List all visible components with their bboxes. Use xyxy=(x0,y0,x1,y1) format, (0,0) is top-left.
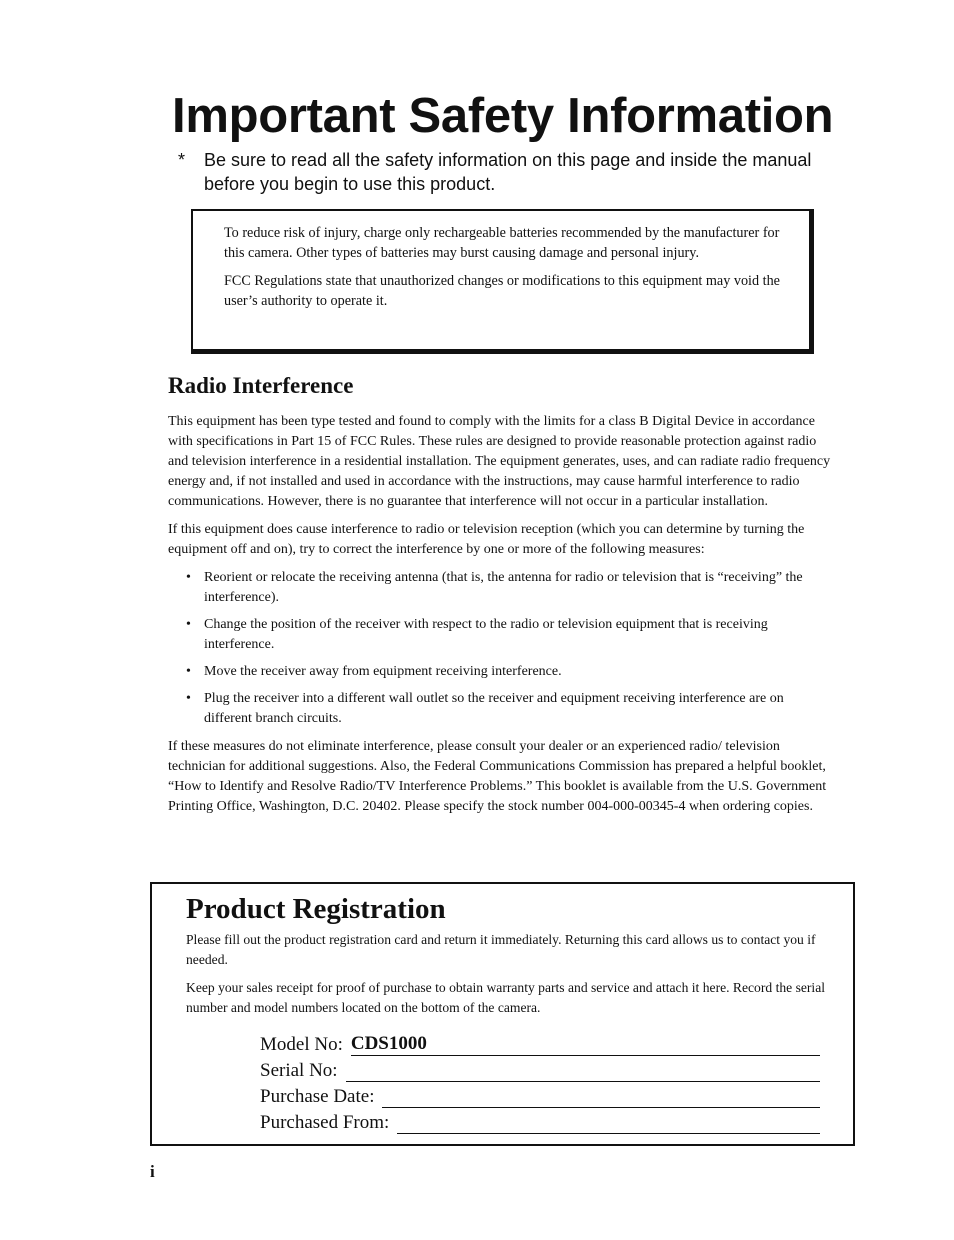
registration-form xyxy=(260,1030,820,1134)
list-item-text: Change the position of the receiver with respect to the radio or television equipment that is receiving interference. xyxy=(204,617,768,652)
product-registration-heading: Product Registration xyxy=(186,893,446,925)
list-item-text: Reorient or relocate the receiving antenna (that is, the antenna for radio or television that is “receiving” the interference). xyxy=(204,570,803,605)
purchase-date-field xyxy=(382,1085,820,1108)
bullet-icon: • xyxy=(186,617,191,632)
serial-number-field xyxy=(346,1059,820,1082)
serial-number-row xyxy=(260,1056,820,1082)
model-number-label: Model No: xyxy=(260,1034,343,1055)
intro-note xyxy=(178,148,818,196)
bullet-icon: • xyxy=(186,664,191,679)
measures-list xyxy=(168,568,832,729)
page-title: Important Safety Information xyxy=(172,89,834,143)
radio-interference-section xyxy=(168,412,832,825)
model-number-row xyxy=(260,1030,820,1056)
radio-interference-heading: Radio Interference xyxy=(168,373,354,398)
purchased-from-row xyxy=(260,1108,820,1134)
list-item-text: Move the receiver away from equipment receiving interference. xyxy=(204,664,562,679)
radio-paragraph-3: If these measures do not eliminate interference, please consult your dealer or an experienced radio/ television technician for additional suggestions. Also, the Federal Communications Commission has prepared a helpful booklet, “How to Identify and Resolve Radio/TV Interference Problems.” This booklet is available from the U.S. Government Printing Office, Washington, D.C. 20402. Please specify the stock number 004-000-00345-4 when ordering copies. xyxy=(168,739,827,814)
registration-paragraph-2: Keep your sales receipt for proof of purchase to obtain warranty parts and service and attach it here. Record the serial number and model numbers located on the bottom of the camera. xyxy=(186,980,826,1015)
purchased-from-field xyxy=(397,1111,820,1134)
registration-paragraph-1: Please fill out the product registration card and return it immediately. Returning this card allows us to contact you if needed. xyxy=(186,932,816,967)
radio-paragraph-1: This equipment has been type tested and found to comply with the limits for a class B Digital Device in accordance with specifications in Part 15 of FCC Rules. These rules are designed to provide reasonable protection against radio and television interference in a residential installation. The equipment generates, uses, and can radiate radio frequency energy and, if not installed and used in accordance with the instructions, may cause harmful interference to radio communications. However, there is no guarantee that interference will not occur in a particular installation. xyxy=(168,414,831,509)
purchase-date-row xyxy=(260,1082,820,1108)
list-item xyxy=(168,615,832,655)
serial-number-label: Serial No: xyxy=(260,1060,338,1081)
warning-box xyxy=(191,209,814,354)
list-item-text: Plug the receiver into a different wall outlet so the receiver and equipment receiving interference are on different branch circuits. xyxy=(204,691,784,726)
purchased-from-label: Purchased From: xyxy=(260,1112,390,1133)
list-item xyxy=(168,662,832,682)
page-number: i xyxy=(150,1162,155,1181)
bullet-icon: • xyxy=(186,691,191,706)
list-item xyxy=(168,689,832,729)
fcc-warning: FCC Regulations state that unauthorized changes or modifications to this equipment may void the user’s authority to operate it. xyxy=(224,273,780,309)
asterisk-marker: * xyxy=(178,150,186,170)
product-registration-box xyxy=(150,882,855,1146)
bullet-icon: • xyxy=(186,570,191,585)
intro-text: Be sure to read all the safety information on this page and inside the manual before you begin to use this product. xyxy=(204,150,812,194)
list-item xyxy=(168,568,832,608)
registration-instructions xyxy=(186,930,829,1018)
model-number-field: CDS1000 xyxy=(351,1033,820,1056)
battery-warning: To reduce risk of injury, charge only rechargeable batteries recommended by the manufacturer for this camera. Other types of batteries may burst causing damage and personal injury. xyxy=(224,225,780,261)
purchase-date-label: Purchase Date: xyxy=(260,1086,375,1107)
radio-paragraph-2: If this equipment does cause interference to radio or television reception (which you can determine by turning the equipment off and on), try to correct the interference by one or more of the following measures: xyxy=(168,522,805,557)
